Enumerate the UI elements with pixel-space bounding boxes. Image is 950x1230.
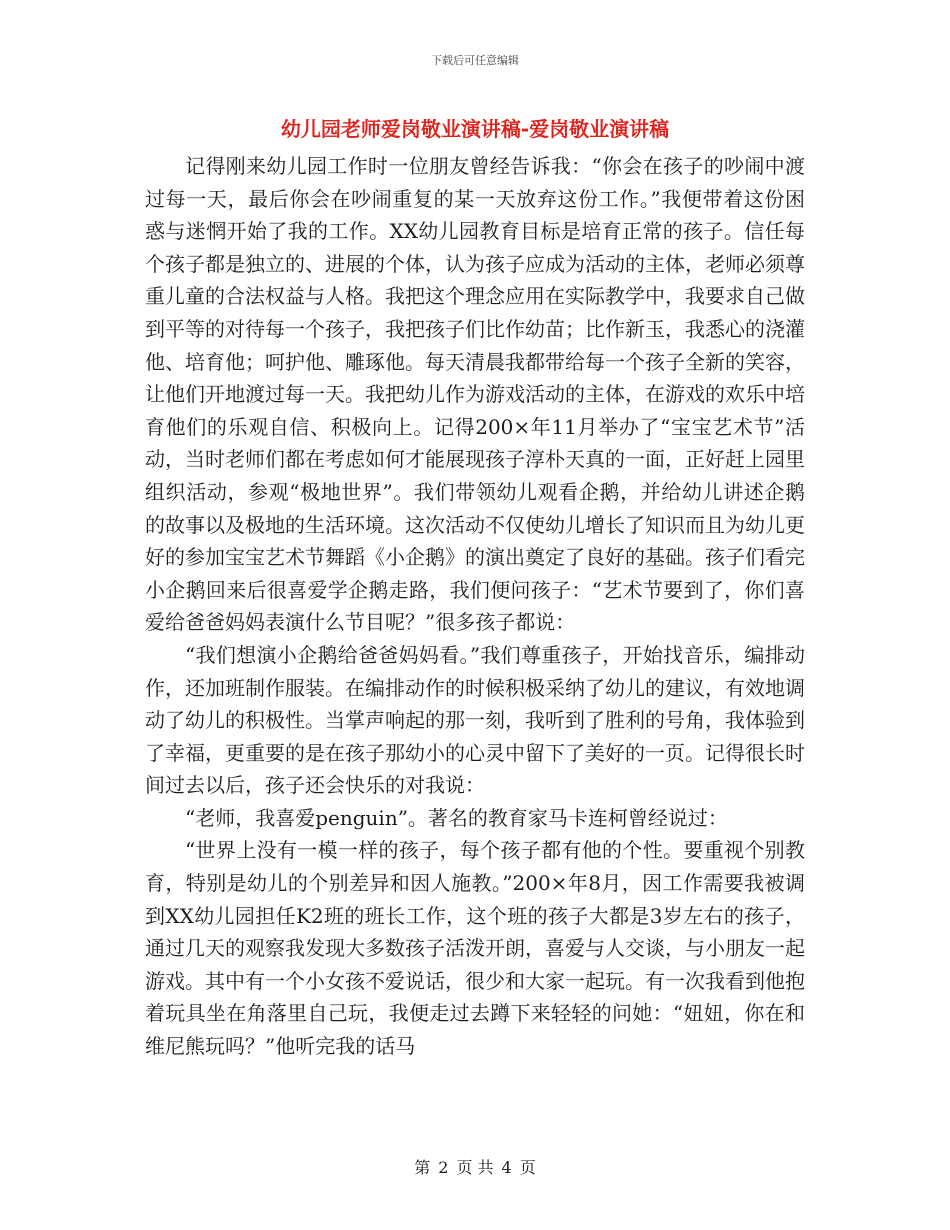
footer-prefix: 第 <box>414 1158 431 1177</box>
paragraph-1: 记得刚来幼儿园工作时一位朋友曾经告诉我：“你会在孩子的吵闹中渡过每一天，最后你会在吵闹重复的某一天放弃这份工作。”我便带着这份困惑与迷惘开始了我的工作。XX幼儿园教育目标是培育正常的孩子。信任每个孩子都是独立的、进展的个体，认为孩子应成为活动的主体，老师必须尊重儿童的合法权益与人格。我把这个理念应用在实际教学中，我要求自己做到平等的对待每一个孩子，我把孩子们比作幼苗；比作新玉，我悉心的浇灌他、培育他；呵护他、雕琢他。每天清晨我都带给每一个孩子全新的笑容，让他们开地渡过每一天。我把幼儿作为游戏活动的主体，在游戏的欢乐中培育他们的乐观自信、积极向上。记得200×年11月举办了“宝宝艺术节”活动，当时老师们都在考虑如何才能展现孩子淳朴天真的一面，正好赶上园里组织活动，参观“极地世界”。我们带领幼儿观看企鹅，并给幼儿讲述企鹅的故事以及极地的生活环境。这次活动不仅使幼儿增长了知识而且为幼儿更好的参加宝宝艺术节舞蹈《小企鹅》的演出奠定了良好的基础。孩子们看完小企鹅回来后很喜爱学企鹅走路，我们便问孩子：“艺术节要到了，你们喜爱给爸爸妈妈表演什么节目呢？”很多孩子都说： <box>145 154 805 635</box>
paragraph-2: “我们想演小企鹅给爸爸妈妈看。”我们尊重孩子，开始找音乐，编排动作，还加班制作服装。在编排动作的时候积极采纳了幼儿的建议，有效地调动了幼儿的积极性。当掌声响起的那一刻，我听到了胜利的号角，我体验到了幸福，更重要的是在孩子那幼小的心灵中留下了美好的一页。记得很长时间过去以后，孩子还会快乐的对我说： <box>145 642 805 798</box>
document-title: 幼儿园老师爱岗敬业演讲稿-爱岗敬业演讲稿 <box>280 117 670 141</box>
page-header-note: 下载后可任意编辑 <box>431 54 519 67</box>
footer-total-pages: 4 <box>501 1158 512 1177</box>
page-footer <box>0 1155 950 1178</box>
footer-page-number: 2 <box>438 1158 449 1177</box>
footer-suffix: 页 <box>519 1158 536 1177</box>
paragraph-4: “世界上没有一模一样的孩子，每个孩子都有他的个性。要重视个别教育，特别是幼儿的个别差异和因人施教。”200×年8月，因工作需要我被调到XX幼儿园担任K2班的班长工作，这个班的孩子大都是3岁左右的孩子，通过几天的观察我发现大多数孩子活泼开朗，喜爱与人交谈，与小朋友一起游戏。其中有一个小女孩不爱说话，很少和大家一起玩。有一次我看到他抱着玩具坐在角落里自己玩，我便走过去蹲下来轻轻的问她：“妞妞，你在和维尼熊玩吗？”他听完我的话马 <box>145 838 805 1059</box>
paragraph-3: “老师，我喜爱penguin”。著名的教育家马卡连柯曾经说过： <box>185 805 728 830</box>
document-body <box>145 150 805 1063</box>
footer-middle: 页 共 <box>456 1158 494 1177</box>
